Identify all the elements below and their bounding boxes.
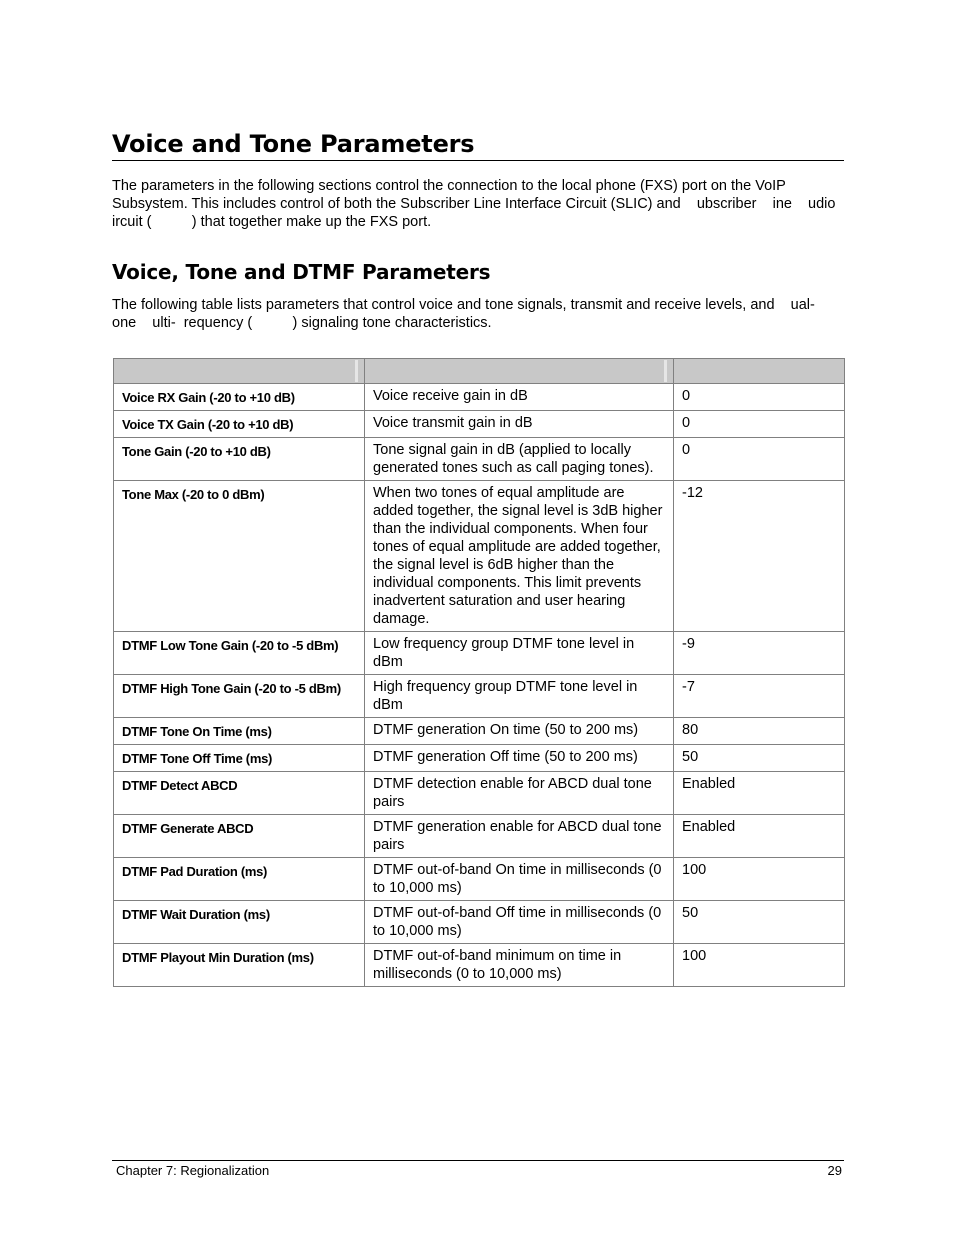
parameter-name-cell: Tone Gain (-20 to +10 dB) xyxy=(114,438,365,481)
default-value-cell: -9 xyxy=(674,632,845,675)
description-cell: High frequency group DTMF tone level in dBm xyxy=(365,675,674,718)
default-value-cell: Enabled xyxy=(674,772,845,815)
default-value-cell: 50 xyxy=(674,901,845,944)
description-cell: DTMF out-of-band On time in milliseconds (0 to 10,000 ms) xyxy=(365,858,674,901)
table-header-row xyxy=(114,359,845,384)
parameter-name-cell: Tone Max (-20 to 0 dBm) xyxy=(114,481,365,632)
parameter-name-cell: DTMF High Tone Gain (-20 to -5 dBm) xyxy=(114,675,365,718)
description-cell: DTMF out-of-band minimum on time in milliseconds (0 to 10,000 ms) xyxy=(365,944,674,987)
description-cell: DTMF detection enable for ABCD dual tone pairs xyxy=(365,772,674,815)
table-row xyxy=(114,718,845,745)
parameter-name-cell: DTMF Tone Off Time (ms) xyxy=(114,745,365,772)
default-value-cell: 0 xyxy=(674,411,845,438)
table-row xyxy=(114,675,845,718)
parameter-name-cell: DTMF Detect ABCD xyxy=(114,772,365,815)
description-cell: Tone signal gain in dB (applied to locally generated tones such as call paging tones). xyxy=(365,438,674,481)
table-row xyxy=(114,481,845,632)
table-row xyxy=(114,384,845,411)
parameter-name-cell: DTMF Pad Duration (ms) xyxy=(114,858,365,901)
table-intro-paragraph: The following table lists parameters that control voice and tone signals, transmit and receive levels, and ual- one ulti- requency ( ) signaling tone characteristics. xyxy=(112,297,823,331)
description-cell: DTMF generation On time (50 to 200 ms) xyxy=(365,718,674,745)
table-row xyxy=(114,944,845,987)
footer-chapter: Chapter 7: Regionalization xyxy=(116,1163,270,1178)
parameter-name-cell: DTMF Tone On Time (ms) xyxy=(114,718,365,745)
default-value-cell: 80 xyxy=(674,718,845,745)
parameter-name-cell: DTMF Playout Min Duration (ms) xyxy=(114,944,365,987)
description-cell: Voice receive gain in dB xyxy=(365,384,674,411)
default-value-cell: 100 xyxy=(674,944,845,987)
default-value-cell: Enabled xyxy=(674,815,845,858)
default-value-cell: 0 xyxy=(674,384,845,411)
table-row xyxy=(114,858,845,901)
default-value-cell: 100 xyxy=(674,858,845,901)
description-cell: DTMF generation enable for ABCD dual tone pairs xyxy=(365,815,674,858)
table-row xyxy=(114,438,845,481)
table-row xyxy=(114,901,845,944)
default-value-cell: 50 xyxy=(674,745,845,772)
table-header-cell xyxy=(674,359,845,384)
table-header-cell xyxy=(365,359,674,384)
parameter-name-cell: Voice RX Gain (-20 to +10 dB) xyxy=(114,384,365,411)
default-value-cell: 0 xyxy=(674,438,845,481)
default-value-cell: -12 xyxy=(674,481,845,632)
table-row xyxy=(114,411,845,438)
description-cell: Voice transmit gain in dB xyxy=(365,411,674,438)
description-cell: DTMF generation Off time (50 to 200 ms) xyxy=(365,745,674,772)
footer-rule xyxy=(112,1160,844,1161)
description-cell: DTMF out-of-band Off time in milliseconds (0 to 10,000 ms) xyxy=(365,901,674,944)
page-title: Voice and Tone Parameters xyxy=(112,128,844,161)
section-heading: Voice, Tone and DTMF Parameters xyxy=(112,260,491,284)
parameter-name-cell: Voice TX Gain (-20 to +10 dB) xyxy=(114,411,365,438)
table-row xyxy=(114,772,845,815)
table-row xyxy=(114,632,845,675)
default-value-cell: -7 xyxy=(674,675,845,718)
description-cell: When two tones of equal amplitude are added together, the signal level is 3dB higher than the individual components. When four tones of equal amplitude are added together, the signal level is 6dB higher than the individual components. This limit prevents inadvertent saturation and user hearing damage. xyxy=(365,481,674,632)
footer-page-number: 29 xyxy=(827,1163,842,1178)
table-header-cell xyxy=(114,359,365,384)
parameters-table xyxy=(113,358,845,987)
intro-paragraph: The parameters in the following sections control the connection to the local phone (FXS) port on the VoIP Subsystem. This includes control of both the Subscriber Line Interface Circuit (SLIC) and ubscriber ine udio ircuit ( ) that together make up the FXS port. xyxy=(112,178,852,230)
table-row xyxy=(114,815,845,858)
parameter-name-cell: DTMF Generate ABCD xyxy=(114,815,365,858)
parameter-name-cell: DTMF Wait Duration (ms) xyxy=(114,901,365,944)
parameter-name-cell: DTMF Low Tone Gain (-20 to -5 dBm) xyxy=(114,632,365,675)
description-cell: Low frequency group DTMF tone level in dBm xyxy=(365,632,674,675)
table-row xyxy=(114,745,845,772)
